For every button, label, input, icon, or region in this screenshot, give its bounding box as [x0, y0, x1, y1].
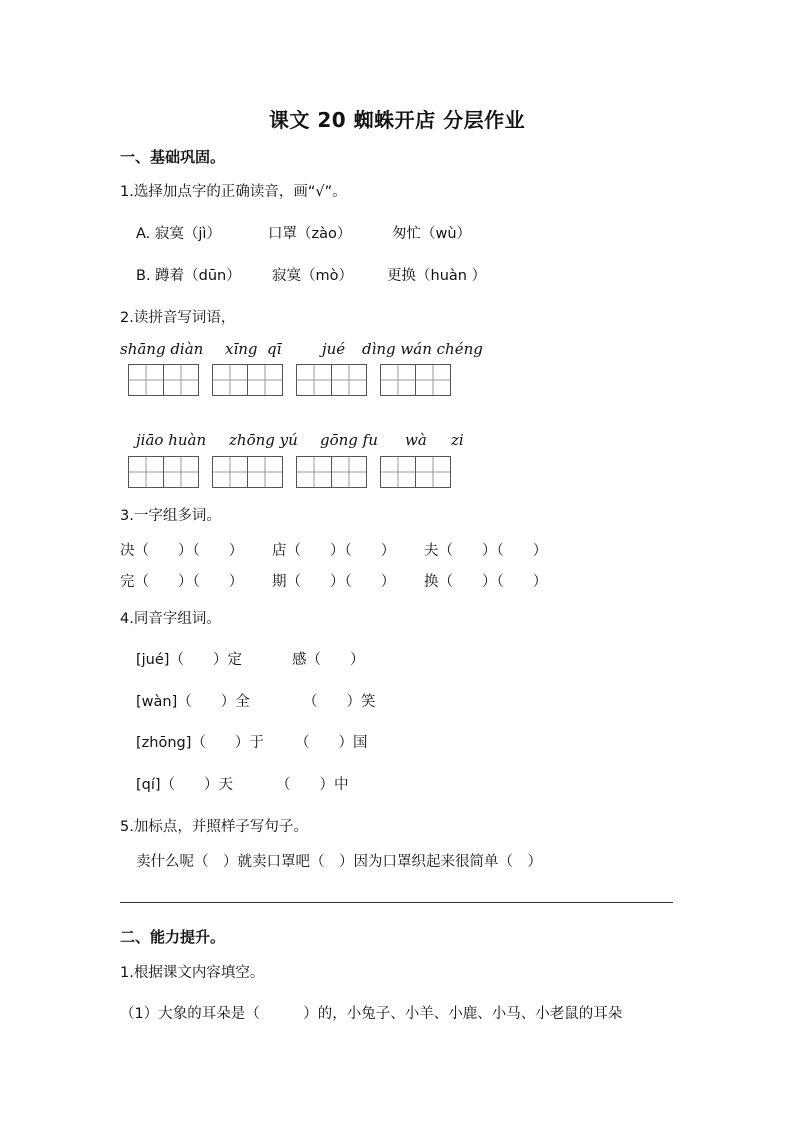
pinyin-gongfu: gōng fu	[320, 431, 378, 449]
pinyin-wa: wà	[405, 431, 427, 449]
q4-line3-b: （ ）国	[295, 735, 368, 751]
pinyin-dingwancheng: dìng wán chéng	[362, 340, 483, 358]
section-heading-advanced: 二、能力提升。	[120, 928, 226, 946]
q4-line1-b: 感（ ）	[292, 652, 365, 668]
q4-line4-a: [qí]（ ）天	[136, 777, 234, 793]
q4-prompt: 4.同音字组词。	[120, 611, 221, 627]
writing-grid-4[interactable]	[380, 364, 450, 396]
pinyin-xingqi: xīng qī	[225, 340, 282, 358]
q4-line4-b: （ ）中	[276, 777, 349, 793]
s2-q1-prompt: 1.根据课文内容填空。	[120, 965, 265, 981]
q3-row1-fu: 夫（ ）（ ）	[424, 543, 548, 559]
q4-line1-a: [jué]（ ）定	[136, 652, 242, 668]
q5-sentence: 卖什么呢（ ）就卖口罩吧（ ）因为口罩织起来很简单（ ）	[136, 854, 542, 870]
q1-a-item-1: A. 寂寞（jì）	[136, 226, 221, 242]
q4-line2-a: [wàn]（ ）全	[136, 694, 250, 710]
q5-prompt: 5.加标点，并照样子写句子。	[120, 819, 308, 835]
page-title: 课文 20 蜘蛛开店 分层作业	[268, 108, 526, 132]
writing-grid-3[interactable]	[296, 364, 366, 396]
q4-line3-a: [zhōng]（ ）于	[136, 735, 264, 751]
q1-b-item-1: B. 蹲着（dūn）	[136, 268, 241, 284]
pinyin-jiaohuan: jiāo huàn	[136, 431, 207, 449]
q3-row2-huan: 换（ ）（ ）	[424, 574, 548, 590]
pinyin-zi: zi	[451, 431, 464, 449]
section-divider	[120, 902, 673, 903]
q1-a-item-3: 匆忙（wù）	[392, 226, 472, 242]
q3-prompt: 3.一字组多词。	[120, 508, 221, 524]
q2-prompt: 2.读拼音写词语，	[120, 310, 236, 326]
q1-b-item-2: 寂寞（mò）	[272, 268, 353, 284]
writing-grid-7[interactable]	[296, 456, 366, 488]
writing-grid-6[interactable]	[212, 456, 282, 488]
q1-prompt: 1.选择加点字的正确读音，画“√”。	[120, 184, 347, 200]
q4-line2-b: （ ）笑	[303, 694, 376, 710]
writing-grid-8[interactable]	[380, 456, 450, 488]
writing-grid-2[interactable]	[212, 364, 282, 396]
q1-b-item-3: 更换（huàn ）	[387, 268, 487, 284]
pinyin-zhongyu: zhōng yú	[229, 431, 298, 449]
q3-row2-wan: 完（ ）（ ）	[120, 574, 244, 590]
q3-row1-jue: 决（ ）（ ）	[120, 543, 244, 559]
q3-row1-dian: 店（ ）（ ）	[272, 543, 396, 559]
s2-q1-line: （1）大象的耳朵是（ ）的，小兔子、小羊、小鹿、小马、小老鼠的耳朵	[120, 1006, 623, 1022]
q3-row2-qi: 期（ ）（ ）	[272, 574, 396, 590]
writing-grid-1[interactable]	[128, 364, 198, 396]
writing-grid-5[interactable]	[128, 456, 198, 488]
section-heading-basic: 一、基础巩固。	[120, 148, 226, 166]
pinyin-jue: jué	[322, 340, 346, 358]
q1-a-item-2: 口罩（zào）	[268, 226, 352, 242]
pinyin-shangdian: shāng diàn	[120, 340, 204, 358]
